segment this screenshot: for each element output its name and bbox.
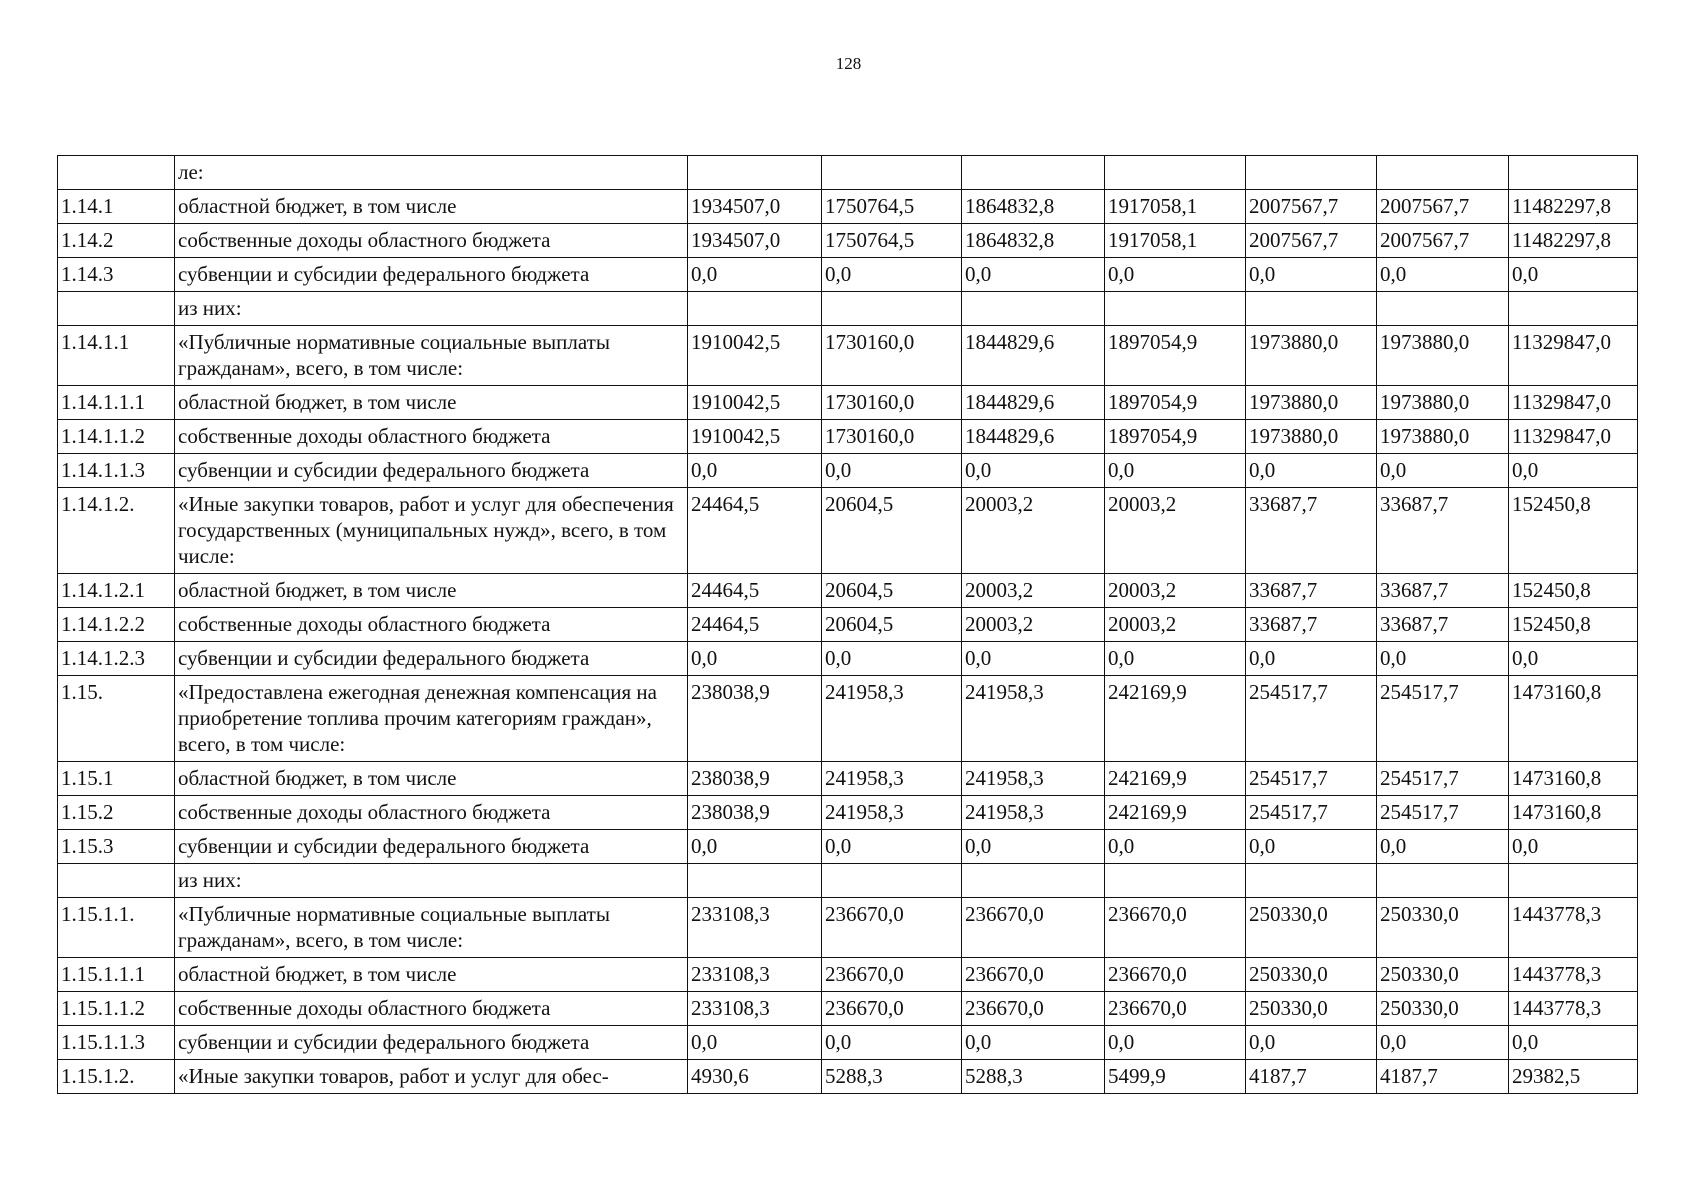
row-value-cell: 1443778,3 bbox=[1509, 992, 1638, 1026]
row-value-cell bbox=[962, 864, 1105, 898]
row-value-cell: 250330,0 bbox=[1246, 992, 1377, 1026]
row-value-cell: 1730160,0 bbox=[822, 386, 962, 420]
row-value-cell: 1973880,0 bbox=[1246, 420, 1377, 454]
row-value-cell: 0,0 bbox=[962, 454, 1105, 488]
row-value-cell: 0,0 bbox=[822, 830, 962, 864]
row-value-cell: 1730160,0 bbox=[822, 326, 962, 386]
row-value-cell: 4187,7 bbox=[1377, 1060, 1509, 1094]
row-value-cell: 236670,0 bbox=[822, 898, 962, 958]
row-value-cell: 0,0 bbox=[1377, 454, 1509, 488]
row-value-cell: 33687,7 bbox=[1246, 488, 1377, 574]
row-name-cell: областной бюджет, в том числе bbox=[175, 386, 688, 420]
row-value-cell bbox=[1509, 864, 1638, 898]
row-code-cell: 1.14.1.2.3 bbox=[58, 642, 175, 676]
row-value-cell bbox=[1246, 292, 1377, 326]
table-row bbox=[58, 608, 1638, 642]
row-value-cell bbox=[962, 156, 1105, 190]
row-value-cell bbox=[688, 864, 822, 898]
row-value-cell bbox=[1105, 292, 1246, 326]
table-row bbox=[58, 796, 1638, 830]
row-value-cell: 1973880,0 bbox=[1246, 386, 1377, 420]
row-value-cell: 2007567,7 bbox=[1377, 224, 1509, 258]
row-value-cell: 11329847,0 bbox=[1509, 420, 1638, 454]
row-value-cell: 1750764,5 bbox=[822, 190, 962, 224]
row-value-cell: 20003,2 bbox=[962, 608, 1105, 642]
row-value-cell: 236670,0 bbox=[822, 958, 962, 992]
row-name-cell: собственные доходы областного бюджета bbox=[175, 992, 688, 1026]
row-code-cell bbox=[58, 156, 175, 190]
row-value-cell: 1934507,0 bbox=[688, 190, 822, 224]
row-value-cell: 250330,0 bbox=[1246, 958, 1377, 992]
row-value-cell: 20604,5 bbox=[822, 608, 962, 642]
row-code-cell: 1.15.1 bbox=[58, 762, 175, 796]
row-value-cell bbox=[688, 156, 822, 190]
row-value-cell: 20003,2 bbox=[1105, 608, 1246, 642]
table-row bbox=[58, 864, 1638, 898]
row-value-cell: 250330,0 bbox=[1377, 992, 1509, 1026]
row-value-cell: 1730160,0 bbox=[822, 420, 962, 454]
row-code-cell: 1.15.2 bbox=[58, 796, 175, 830]
table-row bbox=[58, 326, 1638, 386]
row-code-cell: 1.14.2 bbox=[58, 224, 175, 258]
row-code-cell: 1.14.1.1.1 bbox=[58, 386, 175, 420]
table-row bbox=[58, 488, 1638, 574]
row-value-cell: 1473160,8 bbox=[1509, 762, 1638, 796]
row-value-cell bbox=[1246, 156, 1377, 190]
row-value-cell: 241958,3 bbox=[962, 796, 1105, 830]
row-value-cell: 238038,9 bbox=[688, 796, 822, 830]
row-value-cell: 0,0 bbox=[688, 258, 822, 292]
row-name-cell: областной бюджет, в том числе bbox=[175, 958, 688, 992]
row-code-cell bbox=[58, 292, 175, 326]
row-value-cell: 1897054,9 bbox=[1105, 420, 1246, 454]
table-row bbox=[58, 958, 1638, 992]
row-value-cell: 24464,5 bbox=[688, 608, 822, 642]
row-value-cell: 5288,3 bbox=[822, 1060, 962, 1094]
row-value-cell bbox=[688, 292, 822, 326]
row-code-cell: 1.15.1.1.3 bbox=[58, 1026, 175, 1060]
row-value-cell: 11482297,8 bbox=[1509, 190, 1638, 224]
row-name-cell: субвенции и субсидии федерального бюджета bbox=[175, 1026, 688, 1060]
row-code-cell bbox=[58, 864, 175, 898]
row-value-cell: 241958,3 bbox=[822, 796, 962, 830]
row-value-cell: 0,0 bbox=[1246, 454, 1377, 488]
row-value-cell bbox=[1377, 292, 1509, 326]
row-value-cell: 1473160,8 bbox=[1509, 796, 1638, 830]
row-name-cell: «Иные закупки товаров, работ и услуг для обес- bbox=[175, 1060, 688, 1094]
row-name-cell: собственные доходы областного бюджета bbox=[175, 224, 688, 258]
row-value-cell: 1897054,9 bbox=[1105, 326, 1246, 386]
row-value-cell: 29382,5 bbox=[1509, 1060, 1638, 1094]
row-name-cell: областной бюджет, в том числе bbox=[175, 762, 688, 796]
row-value-cell: 1910042,5 bbox=[688, 386, 822, 420]
row-value-cell bbox=[1105, 156, 1246, 190]
row-code-cell: 1.15.1.2. bbox=[58, 1060, 175, 1094]
row-name-cell: областной бюджет, в том числе bbox=[175, 574, 688, 608]
row-value-cell: 0,0 bbox=[1509, 1026, 1638, 1060]
table-row bbox=[58, 676, 1638, 762]
row-value-cell: 0,0 bbox=[1246, 258, 1377, 292]
row-value-cell: 1910042,5 bbox=[688, 326, 822, 386]
row-value-cell bbox=[822, 864, 962, 898]
row-value-cell bbox=[1105, 864, 1246, 898]
row-name-cell: собственные доходы областного бюджета bbox=[175, 420, 688, 454]
row-name-cell: «Иные закупки товаров, работ и услуг для обеспечения государственных (муниципальных нужд», всего, в том числе: bbox=[175, 488, 688, 574]
row-value-cell: 0,0 bbox=[1509, 830, 1638, 864]
row-name-cell: областной бюджет, в том числе bbox=[175, 190, 688, 224]
row-value-cell: 1910042,5 bbox=[688, 420, 822, 454]
row-value-cell: 4187,7 bbox=[1246, 1060, 1377, 1094]
row-value-cell bbox=[1509, 156, 1638, 190]
row-name-cell: из них: bbox=[175, 864, 688, 898]
row-value-cell: 33687,7 bbox=[1377, 608, 1509, 642]
row-value-cell: 0,0 bbox=[962, 1026, 1105, 1060]
row-value-cell: 4930,6 bbox=[688, 1060, 822, 1094]
row-value-cell: 250330,0 bbox=[1377, 958, 1509, 992]
row-value-cell: 0,0 bbox=[1246, 642, 1377, 676]
row-code-cell: 1.14.1.1.2 bbox=[58, 420, 175, 454]
row-value-cell: 0,0 bbox=[962, 258, 1105, 292]
row-value-cell: 0,0 bbox=[1377, 830, 1509, 864]
row-value-cell: 1443778,3 bbox=[1509, 898, 1638, 958]
row-value-cell: 236670,0 bbox=[962, 992, 1105, 1026]
row-value-cell: 0,0 bbox=[822, 258, 962, 292]
row-value-cell: 254517,7 bbox=[1246, 762, 1377, 796]
row-value-cell: 233108,3 bbox=[688, 898, 822, 958]
row-value-cell: 242169,9 bbox=[1105, 762, 1246, 796]
row-value-cell: 250330,0 bbox=[1246, 898, 1377, 958]
row-name-cell: собственные доходы областного бюджета bbox=[175, 608, 688, 642]
row-value-cell: 2007567,7 bbox=[1246, 190, 1377, 224]
row-value-cell: 0,0 bbox=[1509, 454, 1638, 488]
row-value-cell: 0,0 bbox=[1105, 454, 1246, 488]
row-value-cell: 233108,3 bbox=[688, 958, 822, 992]
table-row bbox=[58, 1060, 1638, 1094]
row-value-cell: 254517,7 bbox=[1377, 762, 1509, 796]
row-value-cell bbox=[1509, 292, 1638, 326]
row-value-cell: 1844829,6 bbox=[962, 386, 1105, 420]
row-value-cell: 11329847,0 bbox=[1509, 386, 1638, 420]
row-value-cell: 24464,5 bbox=[688, 488, 822, 574]
row-code-cell: 1.15.1.1.1 bbox=[58, 958, 175, 992]
row-value-cell: 5499,9 bbox=[1105, 1060, 1246, 1094]
row-name-cell: субвенции и субсидии федерального бюджета bbox=[175, 258, 688, 292]
row-value-cell: 242169,9 bbox=[1105, 796, 1246, 830]
row-name-cell: субвенции и субсидии федерального бюджета bbox=[175, 830, 688, 864]
row-value-cell: 1864832,8 bbox=[962, 190, 1105, 224]
row-value-cell: 242169,9 bbox=[1105, 676, 1246, 762]
row-value-cell: 241958,3 bbox=[962, 676, 1105, 762]
row-value-cell: 152450,8 bbox=[1509, 574, 1638, 608]
row-code-cell: 1.14.3 bbox=[58, 258, 175, 292]
row-value-cell: 1973880,0 bbox=[1377, 326, 1509, 386]
row-code-cell: 1.14.1.2. bbox=[58, 488, 175, 574]
row-value-cell: 0,0 bbox=[688, 830, 822, 864]
table-row bbox=[58, 898, 1638, 958]
row-value-cell bbox=[822, 156, 962, 190]
table-row bbox=[58, 642, 1638, 676]
row-value-cell: 1973880,0 bbox=[1246, 326, 1377, 386]
row-value-cell: 0,0 bbox=[1509, 642, 1638, 676]
table-row bbox=[58, 762, 1638, 796]
row-value-cell: 1864832,8 bbox=[962, 224, 1105, 258]
row-value-cell: 0,0 bbox=[688, 454, 822, 488]
row-value-cell: 20003,2 bbox=[1105, 574, 1246, 608]
table-row bbox=[58, 386, 1638, 420]
row-value-cell: 236670,0 bbox=[962, 898, 1105, 958]
row-value-cell: 152450,8 bbox=[1509, 608, 1638, 642]
row-value-cell: 0,0 bbox=[822, 454, 962, 488]
row-value-cell: 1934507,0 bbox=[688, 224, 822, 258]
row-code-cell: 1.15. bbox=[58, 676, 175, 762]
row-code-cell: 1.15.3 bbox=[58, 830, 175, 864]
row-value-cell: 254517,7 bbox=[1246, 796, 1377, 830]
row-value-cell: 2007567,7 bbox=[1377, 190, 1509, 224]
row-code-cell: 1.14.1.2.1 bbox=[58, 574, 175, 608]
row-value-cell: 11329847,0 bbox=[1509, 326, 1638, 386]
row-value-cell: 0,0 bbox=[1105, 1026, 1246, 1060]
row-value-cell: 0,0 bbox=[822, 642, 962, 676]
row-name-cell: субвенции и субсидии федерального бюджета bbox=[175, 642, 688, 676]
row-name-cell: собственные доходы областного бюджета bbox=[175, 796, 688, 830]
row-value-cell: 236670,0 bbox=[962, 958, 1105, 992]
row-value-cell: 1973880,0 bbox=[1377, 420, 1509, 454]
row-value-cell: 254517,7 bbox=[1246, 676, 1377, 762]
row-code-cell: 1.15.1.1. bbox=[58, 898, 175, 958]
row-value-cell: 0,0 bbox=[688, 1026, 822, 1060]
budget-table-body bbox=[58, 156, 1638, 1094]
row-value-cell: 0,0 bbox=[822, 1026, 962, 1060]
table-row bbox=[58, 420, 1638, 454]
row-value-cell: 238038,9 bbox=[688, 676, 822, 762]
row-value-cell: 241958,3 bbox=[822, 676, 962, 762]
row-value-cell: 33687,7 bbox=[1246, 574, 1377, 608]
row-value-cell: 33687,7 bbox=[1377, 488, 1509, 574]
row-value-cell: 1750764,5 bbox=[822, 224, 962, 258]
row-value-cell: 5288,3 bbox=[962, 1060, 1105, 1094]
table-row bbox=[58, 1026, 1638, 1060]
row-value-cell: 1473160,8 bbox=[1509, 676, 1638, 762]
row-value-cell: 254517,7 bbox=[1377, 676, 1509, 762]
row-name-cell: ле: bbox=[175, 156, 688, 190]
row-value-cell: 0,0 bbox=[1105, 830, 1246, 864]
row-value-cell: 1844829,6 bbox=[962, 326, 1105, 386]
row-value-cell: 1973880,0 bbox=[1377, 386, 1509, 420]
row-code-cell: 1.14.1.1 bbox=[58, 326, 175, 386]
row-value-cell: 236670,0 bbox=[1105, 898, 1246, 958]
row-value-cell: 20003,2 bbox=[1105, 488, 1246, 574]
row-value-cell: 0,0 bbox=[962, 642, 1105, 676]
row-value-cell: 33687,7 bbox=[1377, 574, 1509, 608]
table-row bbox=[58, 156, 1638, 190]
row-value-cell: 0,0 bbox=[1377, 258, 1509, 292]
row-value-cell: 1917058,1 bbox=[1105, 190, 1246, 224]
row-value-cell: 236670,0 bbox=[1105, 992, 1246, 1026]
row-value-cell: 1844829,6 bbox=[962, 420, 1105, 454]
row-value-cell: 0,0 bbox=[1377, 642, 1509, 676]
row-value-cell: 11482297,8 bbox=[1509, 224, 1638, 258]
table-row bbox=[58, 258, 1638, 292]
row-code-cell: 1.14.1 bbox=[58, 190, 175, 224]
table-row bbox=[58, 292, 1638, 326]
row-value-cell: 250330,0 bbox=[1377, 898, 1509, 958]
row-value-cell: 152450,8 bbox=[1509, 488, 1638, 574]
row-value-cell bbox=[962, 292, 1105, 326]
row-value-cell: 0,0 bbox=[1105, 642, 1246, 676]
row-value-cell: 236670,0 bbox=[822, 992, 962, 1026]
row-value-cell: 0,0 bbox=[962, 830, 1105, 864]
row-value-cell: 0,0 bbox=[1509, 258, 1638, 292]
row-name-cell: «Публичные нормативные социальные выплаты гражданам», всего, в том числе: bbox=[175, 326, 688, 386]
table-row bbox=[58, 224, 1638, 258]
row-name-cell: из них: bbox=[175, 292, 688, 326]
row-value-cell: 1897054,9 bbox=[1105, 386, 1246, 420]
row-code-cell: 1.14.1.1.3 bbox=[58, 454, 175, 488]
row-value-cell: 20003,2 bbox=[962, 488, 1105, 574]
table-row bbox=[58, 190, 1638, 224]
row-value-cell: 233108,3 bbox=[688, 992, 822, 1026]
row-code-cell: 1.15.1.1.2 bbox=[58, 992, 175, 1026]
row-value-cell: 241958,3 bbox=[962, 762, 1105, 796]
row-value-cell bbox=[822, 292, 962, 326]
row-value-cell bbox=[1246, 864, 1377, 898]
table-row bbox=[58, 830, 1638, 864]
row-name-cell: «Предоставлена ежегодная денежная компенсация на приобретение топлива прочим категориям граждан», всего, в том числе: bbox=[175, 676, 688, 762]
row-value-cell: 33687,7 bbox=[1246, 608, 1377, 642]
row-value-cell bbox=[1377, 864, 1509, 898]
row-value-cell: 236670,0 bbox=[1105, 958, 1246, 992]
row-value-cell: 241958,3 bbox=[822, 762, 962, 796]
row-name-cell: «Публичные нормативные социальные выплаты гражданам», всего, в том числе: bbox=[175, 898, 688, 958]
row-value-cell: 20003,2 bbox=[962, 574, 1105, 608]
row-value-cell: 1443778,3 bbox=[1509, 958, 1638, 992]
row-value-cell bbox=[1377, 156, 1509, 190]
page-number: 128 bbox=[835, 54, 862, 73]
row-value-cell: 24464,5 bbox=[688, 574, 822, 608]
row-value-cell: 0,0 bbox=[1246, 830, 1377, 864]
budget-table bbox=[57, 155, 1638, 1094]
row-value-cell: 0,0 bbox=[1105, 258, 1246, 292]
row-value-cell: 254517,7 bbox=[1377, 796, 1509, 830]
table-row bbox=[58, 574, 1638, 608]
row-value-cell: 238038,9 bbox=[688, 762, 822, 796]
row-value-cell: 0,0 bbox=[1377, 1026, 1509, 1060]
row-name-cell: субвенции и субсидии федерального бюджета bbox=[175, 454, 688, 488]
row-value-cell: 2007567,7 bbox=[1246, 224, 1377, 258]
table-row bbox=[58, 454, 1638, 488]
row-value-cell: 0,0 bbox=[688, 642, 822, 676]
row-value-cell: 1917058,1 bbox=[1105, 224, 1246, 258]
row-value-cell: 20604,5 bbox=[822, 574, 962, 608]
row-code-cell: 1.14.1.2.2 bbox=[58, 608, 175, 642]
row-value-cell: 0,0 bbox=[1246, 1026, 1377, 1060]
row-value-cell: 20604,5 bbox=[822, 488, 962, 574]
table-row bbox=[58, 992, 1638, 1026]
